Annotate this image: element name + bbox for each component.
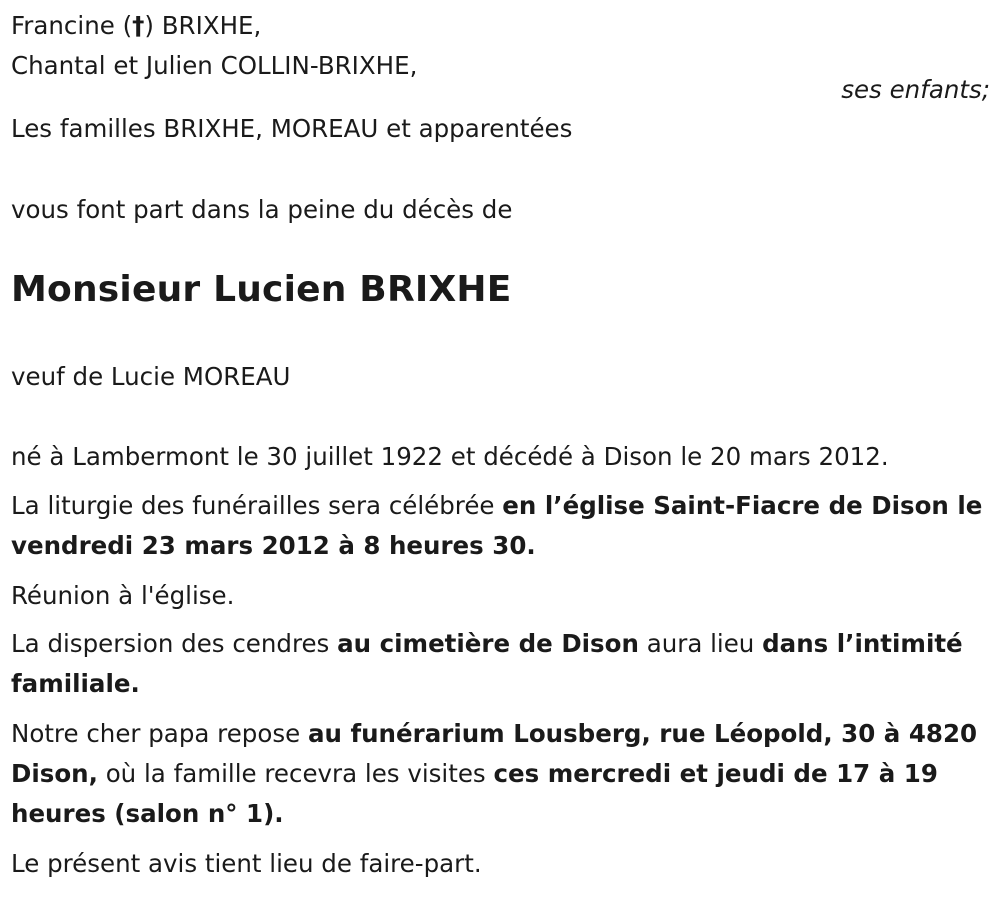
dispersion-privacy: dans l’intimité familiale. xyxy=(11,629,963,698)
francine-text-after: ) BRIXHE, xyxy=(144,11,262,40)
visit-text-1: Notre cher papa repose xyxy=(11,719,308,748)
liturgy-paragraph xyxy=(11,486,996,566)
child-line-francine xyxy=(11,11,262,40)
liturgy-place-time: en l’église Saint-Fiacre de Dison le vendredi 23 mars 2012 à 8 heures 30. xyxy=(11,491,983,560)
reunion-line: Réunion à l'église. xyxy=(11,581,235,610)
visit-text-2: où la famille recevra les visites xyxy=(97,759,494,788)
deceased-name: Monsieur Lucien BRIXHE xyxy=(11,269,512,310)
families-line: Les familles BRIXHE, MOREAU et apparentées xyxy=(11,114,573,143)
dispersion-place: au cimetière de Dison xyxy=(337,629,639,658)
dispersion-text-1: La dispersion des cendres xyxy=(11,629,338,658)
child-line-chantal-julien: Chantal et Julien COLLIN-BRIXHE, xyxy=(11,51,418,80)
visiting-hours: ces mercredi et jeudi de 17 à 19 heures (salon n° 1). xyxy=(11,759,938,828)
funeral-home-address: au funérarium Lousberg, rue Léopold, 30 à 4820 Dison, xyxy=(11,719,978,788)
dispersion-paragraph xyxy=(11,624,996,704)
visit-paragraph xyxy=(11,714,996,834)
francine-text-before: Francine ( xyxy=(11,11,133,40)
dispersion-text-2: aura lieu xyxy=(638,629,763,658)
children-role-label: ses enfants; xyxy=(841,75,990,104)
intro-line: vous font part dans la peine du décès de xyxy=(11,195,513,224)
birth-death-dates: né à Lambermont le 30 juillet 1922 et décédé à Dison le 20 mars 2012. xyxy=(11,442,889,471)
closing-line: Le présent avis tient lieu de faire-part. xyxy=(11,849,482,878)
widower-line: veuf de Lucie MOREAU xyxy=(11,362,291,391)
liturgy-text: La liturgie des funérailles sera célébrée xyxy=(11,491,503,520)
cross-icon: † xyxy=(132,11,145,40)
